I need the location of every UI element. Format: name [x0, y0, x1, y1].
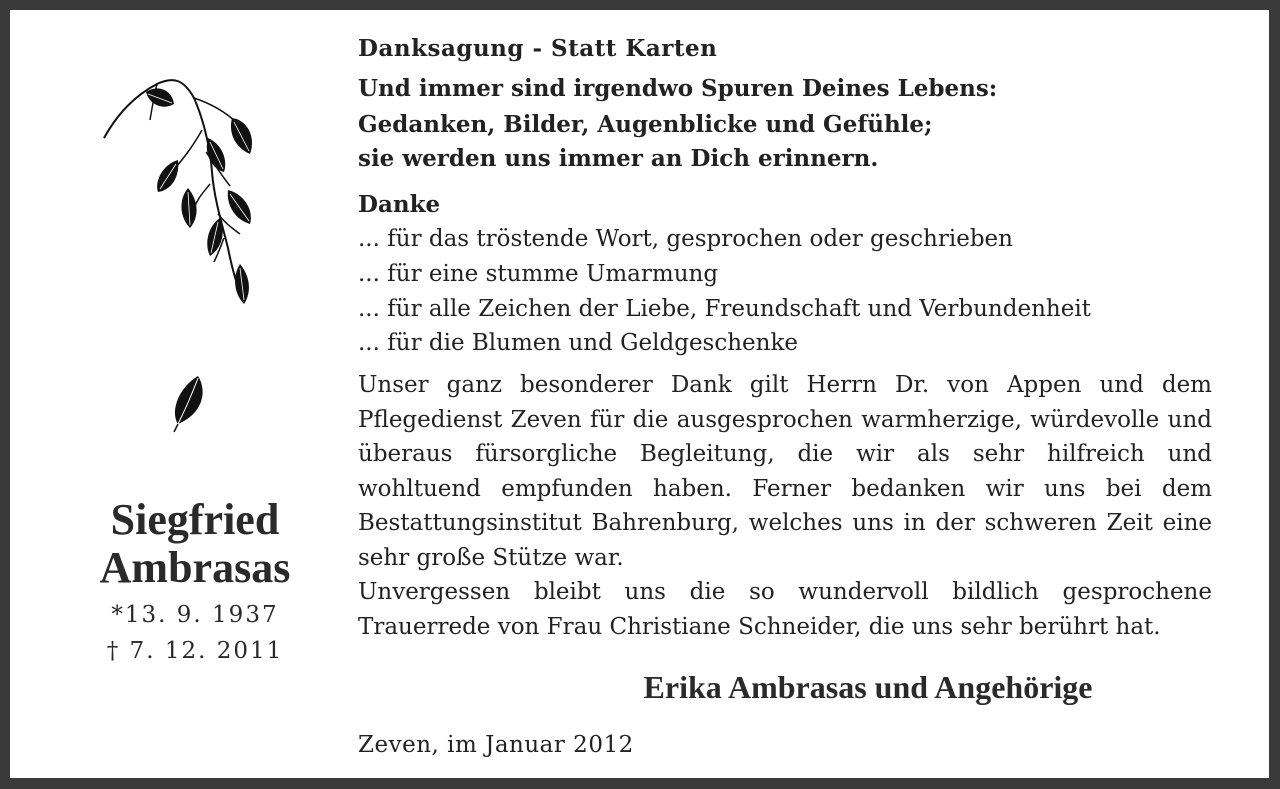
notice-heading: Danksagung - Statt Karten — [358, 35, 718, 62]
death-date: † 7. 12. 2011 — [106, 638, 284, 664]
thanks-item: ... für eine stumme Umarmung — [358, 261, 719, 287]
place-date: Zeven, im Januar 2012 — [358, 732, 634, 758]
thanks-paragraph: Unvergessen bleibt uns die so wundervoll bildlich gesprochene Trauerrede von Frau Christiane Schneider, die uns sehr berührt hat. — [358, 579, 1212, 640]
memorial-column — [10, 10, 380, 778]
thanks-paragraph: Unser ganz besonderer Dank gilt Herrn Dr. von Appen und dem Pflegedienst Zeven für die ausgesprochen warmherzige, würdevolle und überaus fürsorgliche Begleitung, die wir als sehr hilfreich und wohltuend empfunden haben. Ferner bedanken wir uns bei dem Bestattungsinstitut Bahrenburg, welches uns in der schweren Zeit eine sehr große Stütze war. — [358, 372, 1212, 571]
quote-line: sie werden uns immer an Dich erinnern. — [358, 145, 879, 172]
thanks-item: ... für die Blumen und Geldgeschenke — [358, 330, 799, 356]
thanks-item: ... für alle Zeichen der Liebe, Freundschaft und Verbundenheit — [358, 296, 1091, 322]
deceased-last-name: Ambrasas — [99, 543, 291, 592]
falling-leaf-icon — [168, 372, 208, 434]
obituary-card — [10, 10, 1269, 778]
quote-line: Und immer sind irgendwo Spuren Deines Lebens: — [358, 75, 998, 102]
thanks-item: ... für das tröstende Wort, gesprochen oder geschrieben — [358, 226, 1013, 252]
birch-branch-icon — [102, 68, 272, 318]
thanks-heading: Danke — [358, 191, 441, 218]
birth-date: *13. 9. 1937 — [111, 602, 279, 628]
deceased-first-name: Siegfried — [110, 495, 280, 544]
quote-line: Gedanken, Bilder, Augenblicke und Gefühle; — [358, 111, 933, 138]
signature: Erika Ambrasas und Angehörige — [643, 669, 1093, 705]
